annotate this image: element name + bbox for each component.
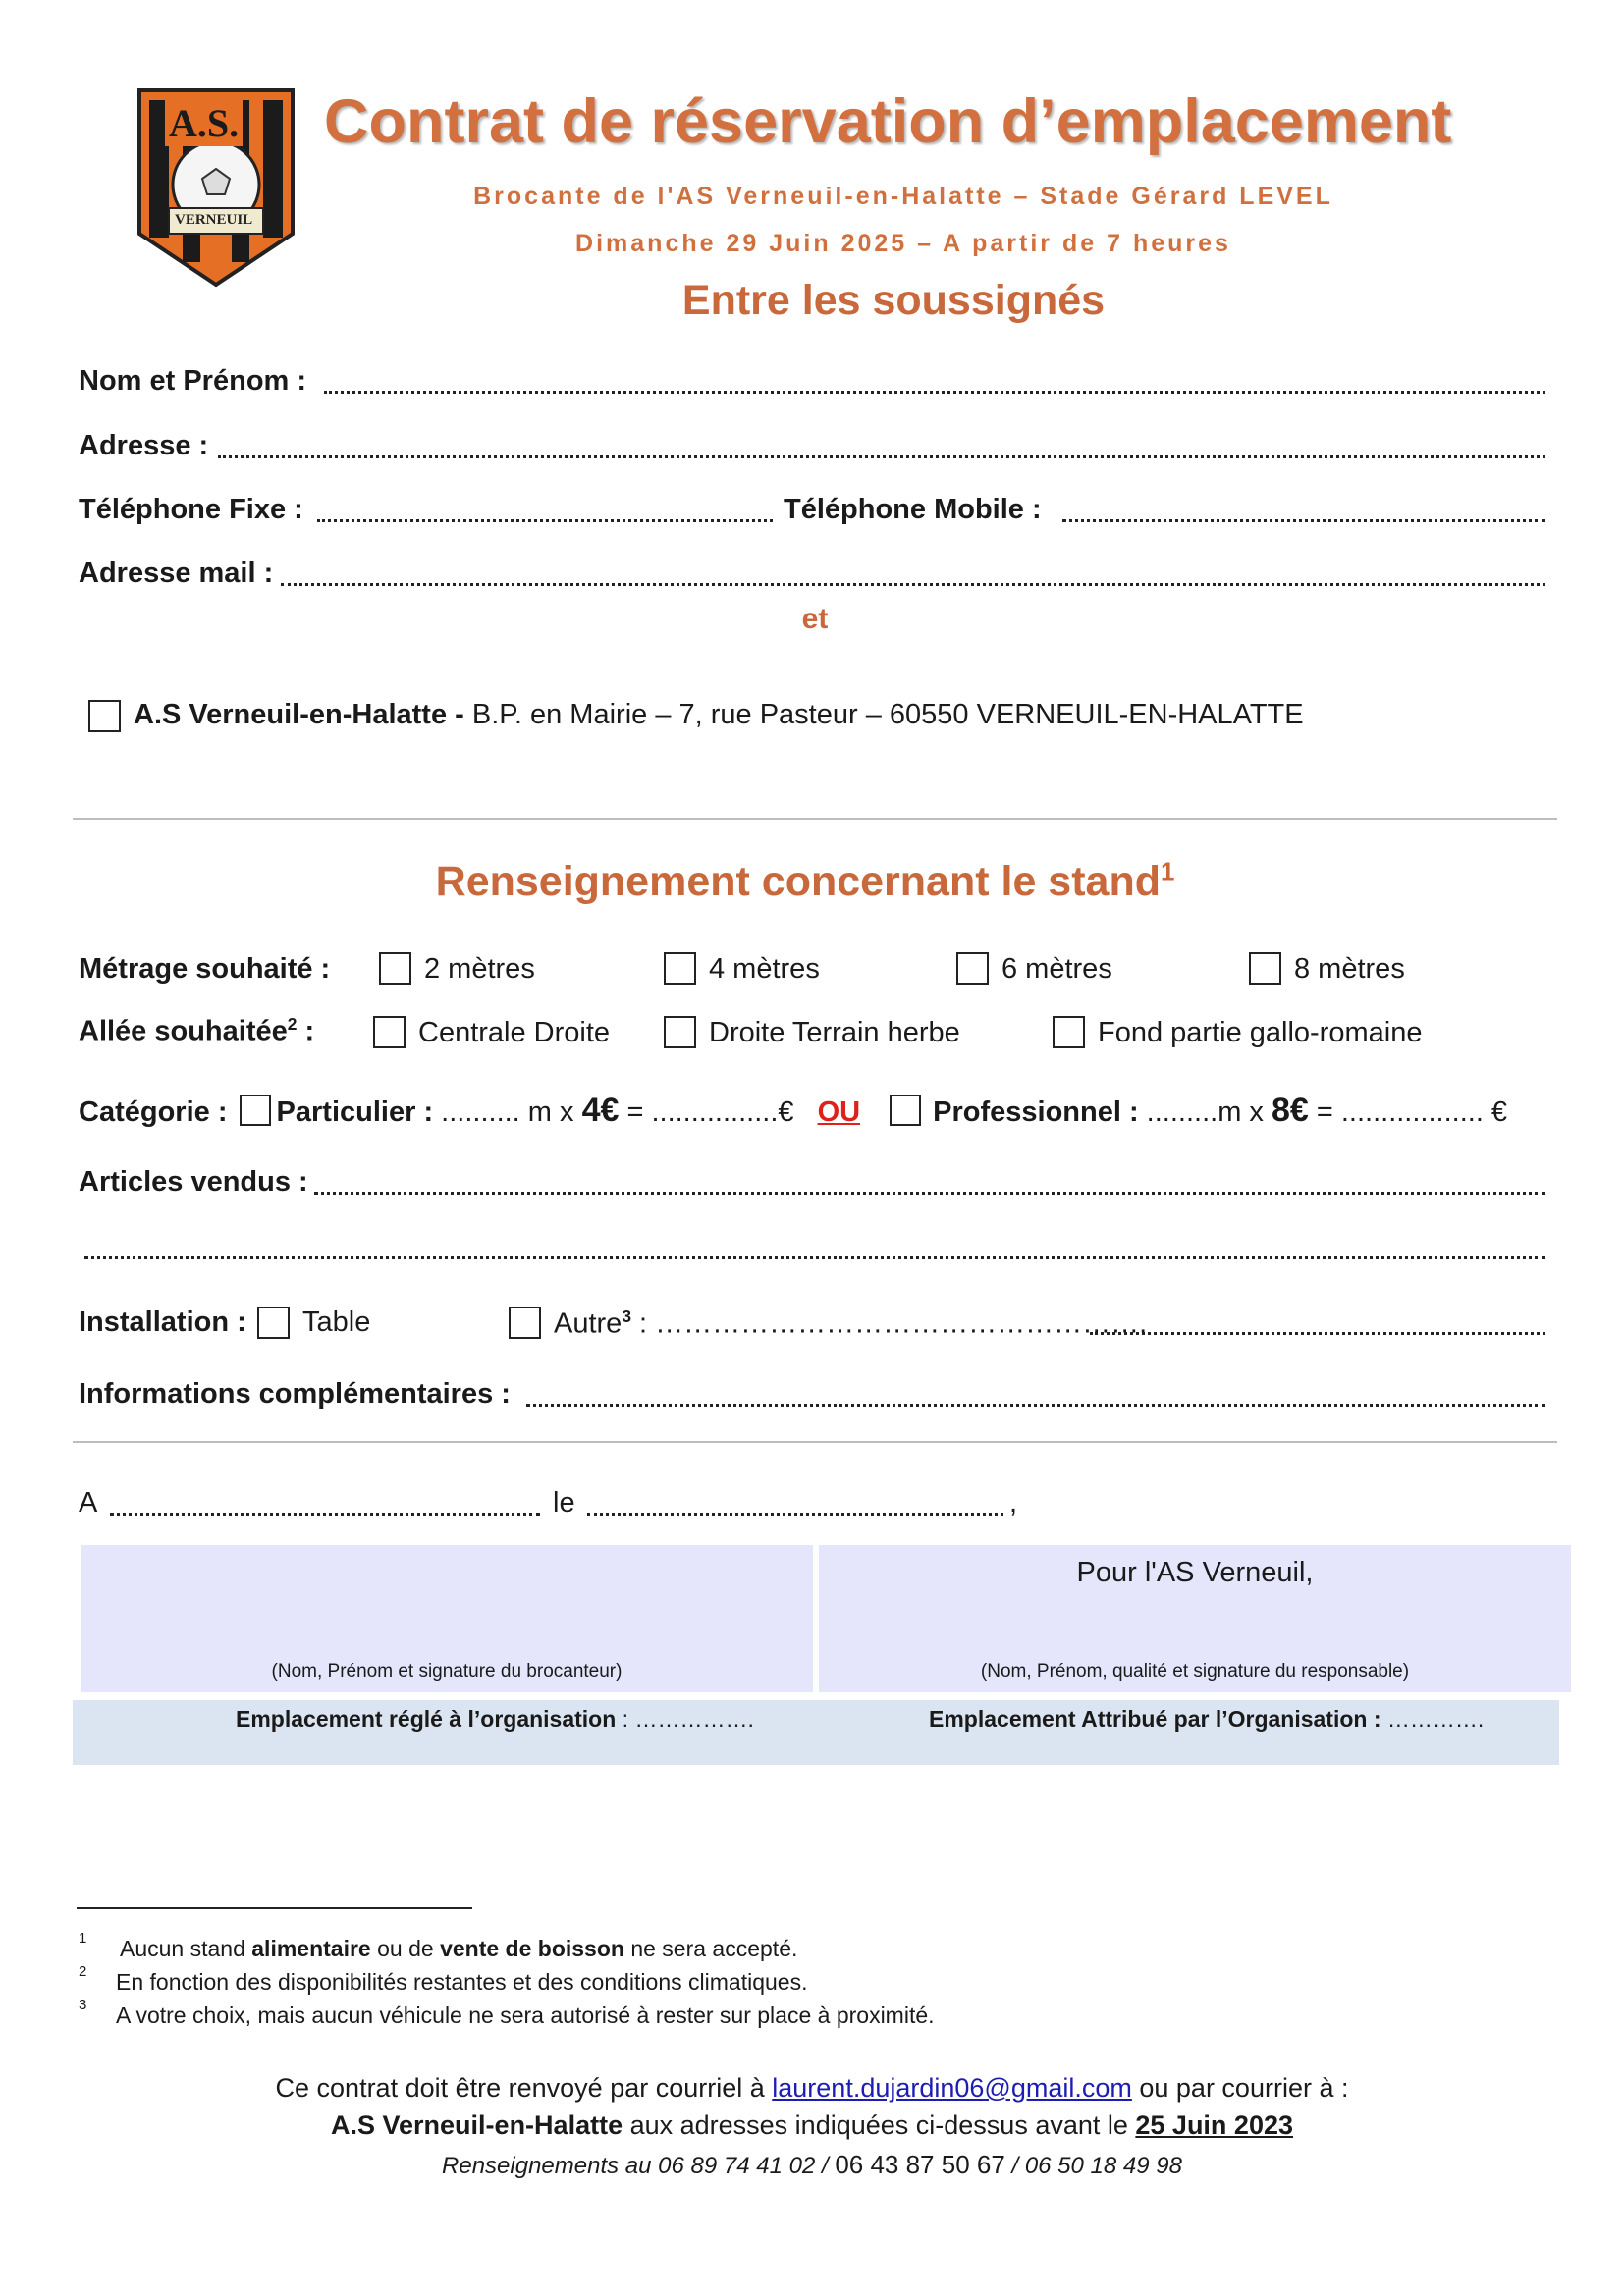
individual-label: Particulier : xyxy=(276,1096,434,1128)
individual-checkbox[interactable] xyxy=(240,1095,271,1126)
footer-deadline: 25 Juin 2023 xyxy=(1135,2110,1293,2140)
email-field[interactable] xyxy=(281,580,1545,586)
assigned-value: …………. xyxy=(1380,1706,1485,1732)
aisle-grass-checkbox[interactable] xyxy=(664,1016,696,1048)
aisle-label xyxy=(79,1014,314,1048)
club-checkbox[interactable] xyxy=(88,700,121,732)
event-subtitle: Brocante de l'AS Verneuil-en-Halatte – Stade Gérard LEVEL xyxy=(473,183,1333,210)
footnote-3-text: A votre choix, mais aucun véhicule ne sera autorisé à rester sur place à proximité. xyxy=(116,2002,935,2028)
email-label: Adresse mail : xyxy=(79,558,274,589)
footnote-1-bold1: alimentaire xyxy=(251,1936,371,1961)
club-name: A.S Verneuil-en-Halatte - xyxy=(134,699,464,730)
install-table-label: Table xyxy=(302,1307,371,1338)
or-separator: OU xyxy=(817,1096,861,1128)
install-other-text: Autre xyxy=(554,1308,623,1340)
logo-text-top: A.S. xyxy=(165,100,243,146)
contacts-post: / 06 50 18 49 98 xyxy=(1004,2153,1182,2179)
phone-fixed-label: Téléphone Fixe : xyxy=(79,494,303,525)
aisle-gallo-checkbox[interactable] xyxy=(1053,1016,1085,1048)
paid-value: : ……………. xyxy=(616,1706,754,1732)
length-6m-checkbox[interactable] xyxy=(956,952,989,985)
length-2m-label: 2 mètres xyxy=(424,953,535,985)
aisle-label-text: Allée souhaitée xyxy=(79,1015,288,1047)
category-label: Catégorie : xyxy=(79,1096,228,1128)
address-label: Adresse : xyxy=(79,430,209,461)
aisle-grass-label: Droite Terrain herbe xyxy=(709,1017,960,1048)
footer-club: A.S Verneuil-en-Halatte xyxy=(331,2110,623,2140)
date-label: le xyxy=(553,1487,575,1519)
install-table-checkbox[interactable] xyxy=(257,1307,290,1339)
divider-bottom xyxy=(73,1441,1557,1443)
club-signature-caption: (Nom, Prénom, qualité et signature du responsable) xyxy=(980,1661,1410,1682)
individual-total: = ................€ xyxy=(619,1096,794,1128)
footnote-1-post: ne sera accepté. xyxy=(623,1936,798,1961)
footnote-2 xyxy=(79,1963,808,1996)
info-field[interactable] xyxy=(526,1401,1545,1407)
install-other-checkbox[interactable] xyxy=(509,1307,541,1339)
phone-mobile-label: Téléphone Mobile : xyxy=(784,494,1042,525)
club-signature-header: Pour l'AS Verneuil, xyxy=(1076,1557,1314,1588)
items-label: Articles vendus : xyxy=(79,1166,308,1198)
and-separator: et xyxy=(801,603,829,635)
pro-calc: .........m x xyxy=(1138,1096,1272,1128)
paid-label: Emplacement réglé à l’organisation xyxy=(236,1706,617,1732)
contacts-pre: Renseignements au 06 89 74 41 02 / xyxy=(442,2153,836,2179)
install-other-dots: : ……………………………………………. xyxy=(631,1308,1148,1340)
info-label: Informations complémentaires : xyxy=(79,1378,511,1410)
footer-line1 xyxy=(0,2073,1624,2104)
length-label: Métrage souhaité : xyxy=(79,953,331,985)
footnote-1-number: 1 xyxy=(79,1930,87,1947)
length-2m-checkbox[interactable] xyxy=(379,952,411,985)
paid-status xyxy=(236,1706,754,1733)
pro-checkbox[interactable] xyxy=(890,1095,921,1126)
footnote-1-pre: Aucun stand xyxy=(120,1936,252,1961)
footnote-3-number: 3 xyxy=(79,1997,87,2013)
footer-line2 xyxy=(0,2110,1624,2141)
pro-label: Professionnel : xyxy=(933,1096,1139,1128)
name-field[interactable] xyxy=(324,388,1545,394)
assigned-label: Emplacement Attribué par l’Organisation : xyxy=(929,1706,1381,1732)
items-field-line2[interactable] xyxy=(84,1254,1545,1259)
footnote-ref-1: 1 xyxy=(1161,858,1175,886)
phone-fixed-field[interactable] xyxy=(317,516,773,522)
footnote-rule xyxy=(77,1907,472,1909)
phone-mobile-field[interactable] xyxy=(1062,516,1545,522)
individual-price: 4€ xyxy=(581,1092,620,1129)
footer-line1-post: ou par courrier à : xyxy=(1131,2073,1349,2103)
footer-line1-pre: Ce contrat doit être renvoyé par courriel à xyxy=(275,2073,773,2103)
aisle-gallo-label: Fond partie gallo-romaine xyxy=(1098,1017,1423,1048)
footnote-ref-2: 2 xyxy=(287,1014,298,1034)
club-line xyxy=(134,699,1304,731)
footnote-2-text: En fonction des disponibilités restantes et des conditions climatiques. xyxy=(116,1969,808,1995)
section-stand-title xyxy=(0,858,1610,906)
contacts-mid: 06 43 87 50 67 xyxy=(835,2150,1005,2179)
footnote-1 xyxy=(79,1930,798,1962)
aisle-colon: : xyxy=(297,1015,315,1047)
length-4m-label: 4 mètres xyxy=(709,953,820,985)
aisle-central-checkbox[interactable] xyxy=(373,1016,406,1048)
category-row xyxy=(79,1092,1507,1130)
pro-total: = .................. € xyxy=(1308,1096,1508,1128)
contact-email-link[interactable]: laurent.dujardin06@gmail.com xyxy=(772,2073,1132,2103)
install-other-field[interactable] xyxy=(1090,1329,1545,1335)
footer-line2-mid: aux adresses indiquées ci-dessus avant le xyxy=(623,2110,1136,2140)
page-title: Contrat de réservation d’emplacement xyxy=(324,87,1452,156)
footnote-1-mid: ou de xyxy=(370,1936,441,1961)
install-label: Installation : xyxy=(79,1307,246,1338)
assigned-status xyxy=(929,1706,1484,1733)
divider-top xyxy=(73,818,1557,820)
date-field[interactable] xyxy=(587,1510,1003,1516)
footnote-ref-3: 3 xyxy=(622,1307,631,1326)
length-8m-checkbox[interactable] xyxy=(1249,952,1281,985)
install-other-label xyxy=(554,1307,1147,1341)
name-label: Nom et Prénom : xyxy=(79,365,307,397)
pro-price: 8€ xyxy=(1271,1092,1309,1129)
footnote-3 xyxy=(79,1997,935,2029)
items-field[interactable] xyxy=(314,1189,1545,1195)
event-date: Dimanche 29 Juin 2025 – A partir de 7 heures xyxy=(575,230,1231,257)
address-field[interactable] xyxy=(218,453,1545,458)
length-6m-label: 6 mètres xyxy=(1001,953,1112,985)
footnote-2-number: 2 xyxy=(79,1963,87,1980)
club-address: B.P. en Mairie – 7, rue Pasteur – 60550 VERNEUIL-EN-HALATTE xyxy=(463,699,1304,730)
stand-title-text: Renseignement concernant le stand xyxy=(435,858,1161,905)
logo-text-band: VERNEUIL xyxy=(175,212,253,228)
footer-contacts xyxy=(0,2150,1624,2180)
length-8m-label: 8 mètres xyxy=(1294,953,1405,985)
vendor-signature-caption: (Nom, Prénom et signature du brocanteur) xyxy=(271,1661,623,1682)
date-comma: , xyxy=(1009,1487,1018,1519)
place-field[interactable] xyxy=(110,1510,540,1516)
aisle-central-label: Centrale Droite xyxy=(418,1017,611,1048)
individual-calc: .......... m x xyxy=(433,1096,582,1128)
footnote-1-bold2: vente de boisson xyxy=(440,1936,624,1961)
place-label: A xyxy=(79,1487,98,1519)
length-4m-checkbox[interactable] xyxy=(664,952,696,985)
section-parties-title: Entre les soussignés xyxy=(681,277,1106,324)
